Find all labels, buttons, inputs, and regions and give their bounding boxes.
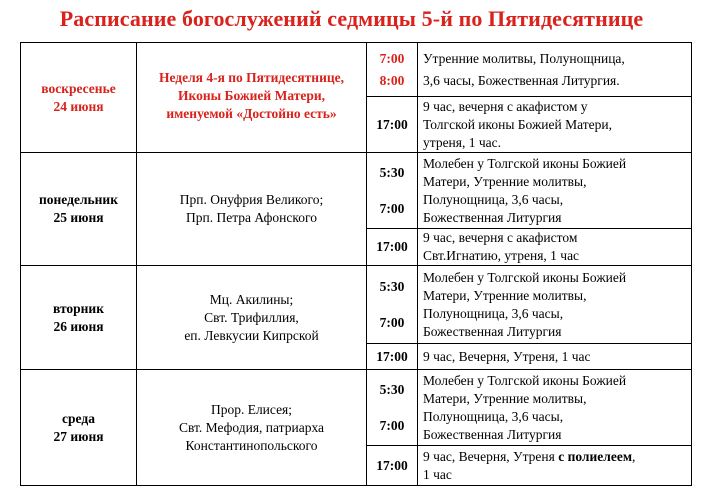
date: 26 июня <box>53 318 104 334</box>
feast-cell <box>137 43 367 153</box>
service-description <box>418 229 692 266</box>
service-line: Матери, Утренние молитвы, <box>423 287 587 303</box>
service-text: , <box>632 448 636 464</box>
service-time: 17:00 <box>376 116 408 132</box>
service-description <box>418 266 692 344</box>
feast-cell <box>137 153 367 266</box>
weekday: воскресенье <box>41 80 116 96</box>
service-description <box>418 446 692 486</box>
service-line: утреня, 1 час. <box>423 134 502 150</box>
table-row <box>21 266 692 344</box>
feast-line: Неделя 4-я по Пятидесятнице, <box>158 70 345 85</box>
feast-line: именуемой «Достойно есть» <box>166 106 337 121</box>
feast-line: Прор. Елисея; <box>210 401 293 417</box>
service-description <box>418 43 692 97</box>
table-row <box>21 153 692 229</box>
service-line <box>423 448 691 466</box>
service-times <box>367 370 418 446</box>
service-line: 9 час, вечерня с акафистом <box>423 230 578 245</box>
feast-line: Прп. Петра Афонского <box>186 210 317 225</box>
service-line: 9 час, Вечерня, Утреня, 1 час <box>423 348 591 364</box>
service-times <box>367 43 418 97</box>
service-times <box>367 229 418 266</box>
service-time: 7:00 <box>379 417 405 433</box>
table-row <box>21 43 692 97</box>
feast-line: Константинопольского <box>185 437 318 453</box>
service-time: 17:00 <box>376 239 408 254</box>
service-text-bold: с полиелеем <box>558 448 633 464</box>
day-cell <box>21 266 137 370</box>
service-line: Молебен у Толгской иконы Божией <box>423 372 627 388</box>
service-line: Полунощница, 3,6 часы, <box>423 305 564 321</box>
feast-line: Свт. Мефодия, патриарха <box>178 419 325 435</box>
service-time: 8:00 <box>379 72 405 88</box>
page-title: Расписание богослужений седмицы 5-й по Пятидесятнице <box>59 6 644 31</box>
service-line: Полунощница, 3,6 часы, <box>423 408 564 424</box>
service-time: 17:00 <box>376 457 408 473</box>
feast-cell <box>137 266 367 370</box>
schedule-table <box>20 42 692 486</box>
feast-line: Иконы Божией Матери, <box>177 88 326 103</box>
service-line: Матери, Утренние молитвы, <box>423 173 587 189</box>
service-description <box>418 370 692 446</box>
service-description <box>418 97 692 153</box>
table-row <box>21 370 692 446</box>
service-line: Толгской иконы Божией Матери, <box>423 116 613 132</box>
weekday: вторник <box>52 300 104 316</box>
day-cell <box>21 370 137 486</box>
date: 25 июня <box>53 210 104 225</box>
date: 24 июня <box>53 98 104 114</box>
service-line: 3,6 часы, Божественная Литургия. <box>423 72 620 88</box>
service-time: 17:00 <box>376 348 408 364</box>
service-time: 5:30 <box>379 381 405 397</box>
service-time: 7:00 <box>379 314 405 330</box>
day-cell <box>21 43 137 153</box>
feast-line: еп. Левкусии Кипрской <box>184 327 319 343</box>
feast-line: Мц. Акилины; <box>209 291 294 307</box>
service-time: 5:30 <box>379 164 405 180</box>
feast-cell <box>137 370 367 486</box>
service-line: Молебен у Толгской иконы Божией <box>423 269 627 285</box>
service-description <box>418 344 692 370</box>
service-line: Божественная Литургия <box>423 323 562 339</box>
service-line: Утренние молитвы, Полунощница, <box>423 50 625 66</box>
service-line: Божественная Литургия <box>423 209 562 225</box>
service-line: Божественная Литургия <box>423 426 562 442</box>
service-line: 9 час, вечерня с акафистом у <box>423 98 588 114</box>
feast-line: Прп. Онуфрия Великого; <box>179 192 324 207</box>
service-times <box>367 344 418 370</box>
service-times <box>367 446 418 486</box>
service-time: 7:00 <box>379 200 405 216</box>
service-line: Свт.Игнатию, утреня, 1 час <box>423 248 580 263</box>
service-description <box>418 153 692 229</box>
service-times <box>367 97 418 153</box>
weekday: среда <box>62 410 95 426</box>
service-line: Полунощница, 3,6 часы, <box>423 191 564 207</box>
service-line: Матери, Утренние молитвы, <box>423 390 587 406</box>
service-time: 5:30 <box>379 278 405 294</box>
service-line: Молебен у Толгской иконы Божией <box>423 155 627 171</box>
service-line: 1 час <box>423 466 452 482</box>
service-times <box>367 266 418 344</box>
day-cell <box>21 153 137 266</box>
date: 27 июня <box>53 428 104 444</box>
weekday: понедельник <box>39 192 118 207</box>
service-times <box>367 153 418 229</box>
service-text: 9 час, Вечерня, Утреня <box>423 448 559 464</box>
feast-line: Свт. Трифиллия, <box>204 309 299 325</box>
service-time: 7:00 <box>379 50 405 66</box>
